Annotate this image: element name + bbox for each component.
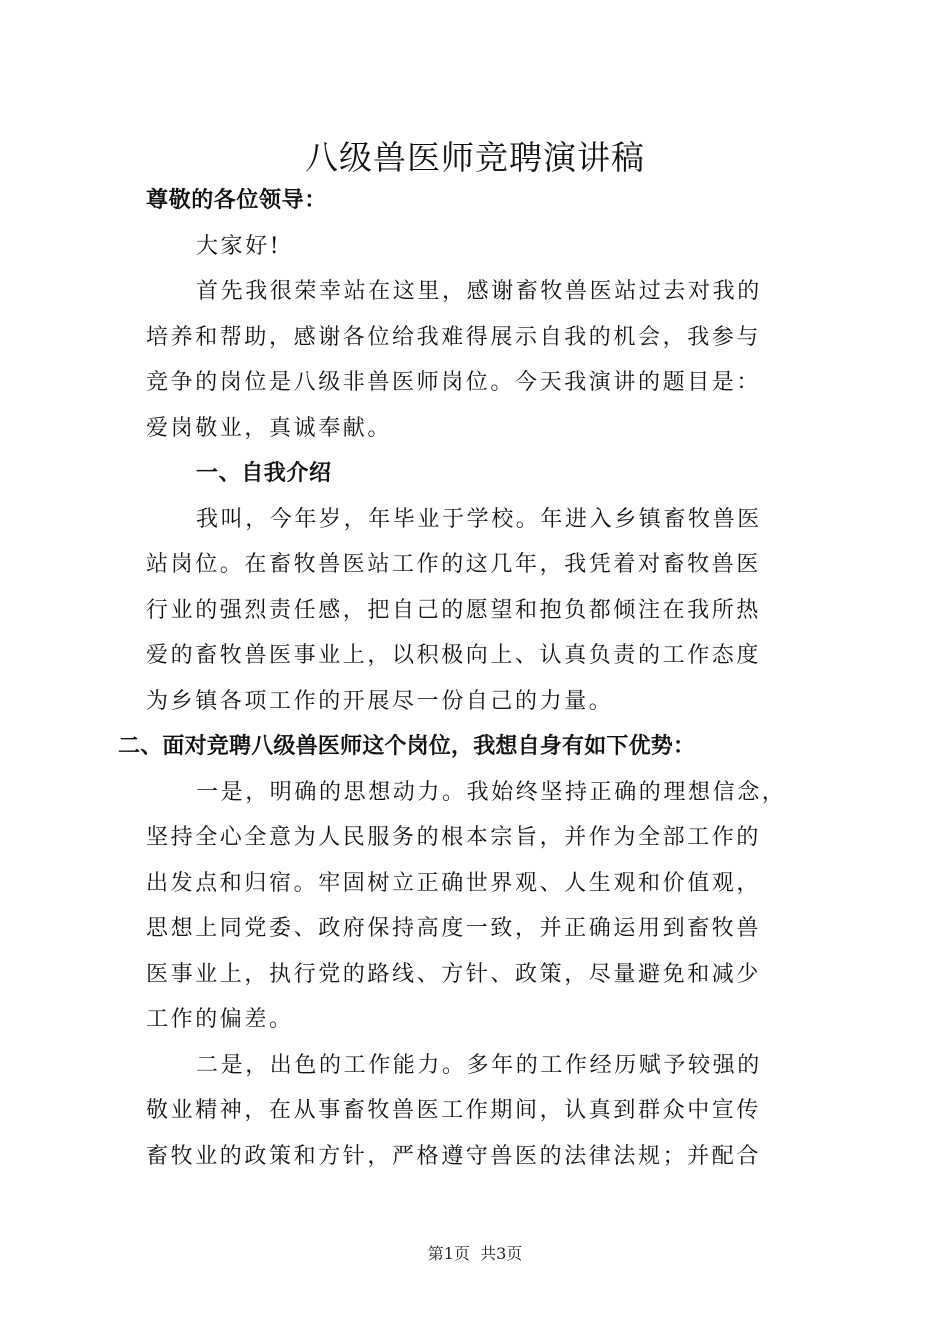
- document-body: [118, 178, 811, 1179]
- paragraph-line: 培养和帮助，感谢各位给我难得展示自我的机会，我参与: [146, 324, 762, 350]
- page-footer: 第1页 共3页: [427, 1244, 523, 1263]
- salutation: 尊敬的各位领导：: [146, 188, 327, 213]
- paragraph-line: 敬业精神，在从事畜牧兽医工作期间，认真到群众中宣传: [146, 1098, 762, 1123]
- section-heading-1: 一、自我介绍: [196, 461, 332, 486]
- paragraph-line: 思想上同党委、政府保持高度一致，并正确运用到畜牧兽: [146, 916, 762, 941]
- paragraph-line: 竞争的岗位是八级非兽医师岗位。今天我演讲的题目是：: [146, 370, 762, 395]
- paragraph-line: 工作的偏差。: [146, 1007, 294, 1032]
- document-title: 八级兽医师竞聘演讲稿: [305, 138, 645, 177]
- paragraph-line: 行业的强烈责任感，把自己的愿望和抱负都倾注在我所热: [146, 597, 762, 623]
- paragraph-line: 为乡镇各项工作的开展尽一份自己的力量。: [146, 688, 614, 714]
- section-heading-2: 二、面对竞聘八级兽医师这个岗位，我想自身有如下优势：: [118, 734, 696, 759]
- paragraph-line: 爱岗敬业，真诚奉献。: [146, 415, 393, 441]
- paragraph-line: 二是，出色的工作能力。多年的工作经历赋予较强的: [196, 1052, 762, 1078]
- greeting: 大家好!: [196, 233, 282, 259]
- paragraph-line: 首先我很荣幸站在这里，感谢畜牧兽医站过去对我的: [196, 279, 762, 304]
- paragraph-line: 坚持全心全意为人民服务的根本宗旨，并作为全部工作的: [146, 825, 762, 850]
- paragraph-line: 医事业上，执行党的路线、方针、政策，尽量避免和减少: [146, 961, 762, 987]
- paragraph-line: 我叫，今年岁，年毕业于学校。年进入乡镇畜牧兽医: [196, 506, 762, 532]
- paragraph-line: 畜牧业的政策和方针，严格遵守兽医的法律法规；并配合: [146, 1143, 762, 1169]
- paragraph-line: 一是，明确的思想动力。我始终坚持正确的理想信念，: [196, 779, 787, 805]
- paragraph-line: 出发点和归宿。牢固树立正确世界观、人生观和价值观，: [146, 870, 762, 896]
- paragraph-line: 站岗位。在畜牧兽医站工作的这几年，我凭着对畜牧兽医: [146, 552, 762, 577]
- paragraph-line: 爱的畜牧兽医事业上，以积极向上、认真负责的工作态度: [146, 643, 762, 668]
